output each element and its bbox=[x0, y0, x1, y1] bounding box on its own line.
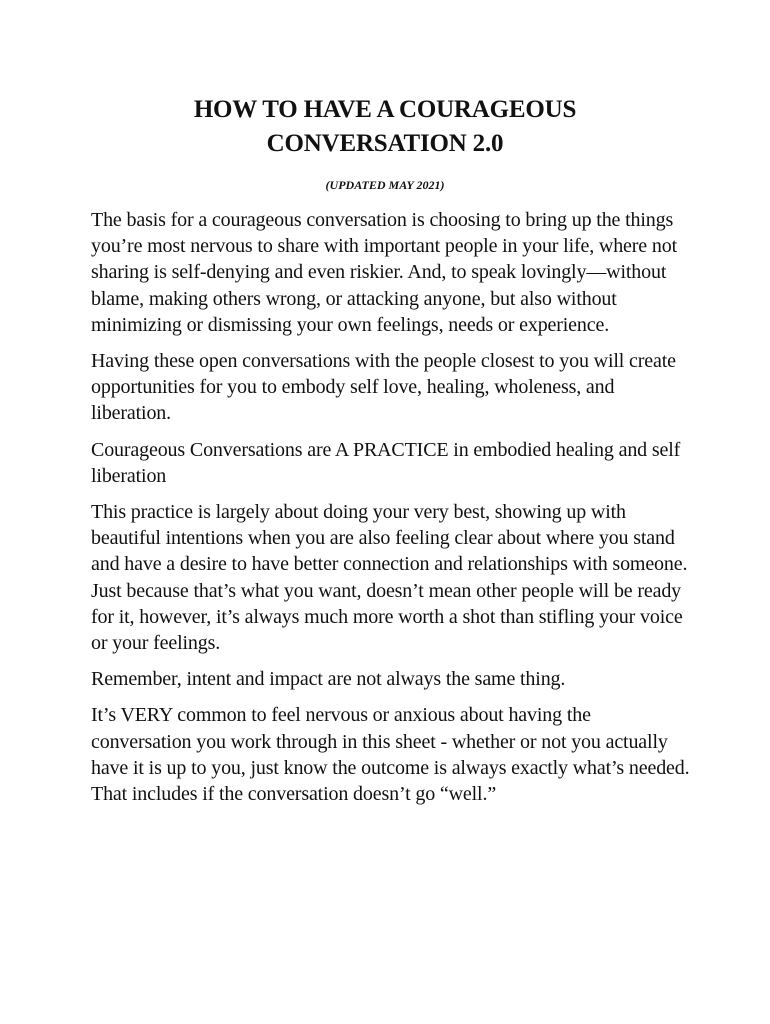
page-title-line-2: CONVERSATION 2.0 bbox=[266, 130, 504, 157]
update-note: (UPDATED MAY 2021) bbox=[325, 178, 445, 192]
paragraph-open-conversations: Having these open conversations with the people closest to you will create opportunities for you to embody self love, healing, wholeness, and liberation. bbox=[91, 350, 676, 425]
page-title-line-1: HOW TO HAVE A COURAGEOUS bbox=[193, 96, 577, 123]
paragraph-nervous: It’s VERY common to feel nervous or anxious about having the conversation you work through in this sheet - whether or not you actually have it is up to you, just know the outcome is always exactly what’s needed. That includes if the conversation doesn’t go “well.” bbox=[91, 704, 690, 806]
paragraph-practice: Courageous Conversations are A PRACTICE in embodied healing and self liberation bbox=[91, 438, 681, 487]
paragraph-intent-impact: Remember, intent and impact are not always the same thing. bbox=[91, 668, 566, 691]
paragraph-basis: The basis for a courageous conversation is choosing to bring up the things you’re most nervous to share with important people in your life, where not sharing is self-denying and even riskier. And, to speak lovingly—without blame, making others wrong, or attacking anyone, but also without minimizing or dismissing your own feelings, needs or experience. bbox=[91, 209, 677, 336]
document-body bbox=[91, 207, 691, 817]
page-title bbox=[100, 93, 670, 161]
paragraph-doing-your-best: This practice is largely about doing your very best, showing up with beautiful intentions when you are also feeling clear about where you stand and have a desire to have better connection and relationships with someone. Just because that’s what you want, doesn’t mean other people will be ready for it, however, it’s always much more worth a shot than stifling your voice or your feelings. bbox=[91, 501, 688, 655]
